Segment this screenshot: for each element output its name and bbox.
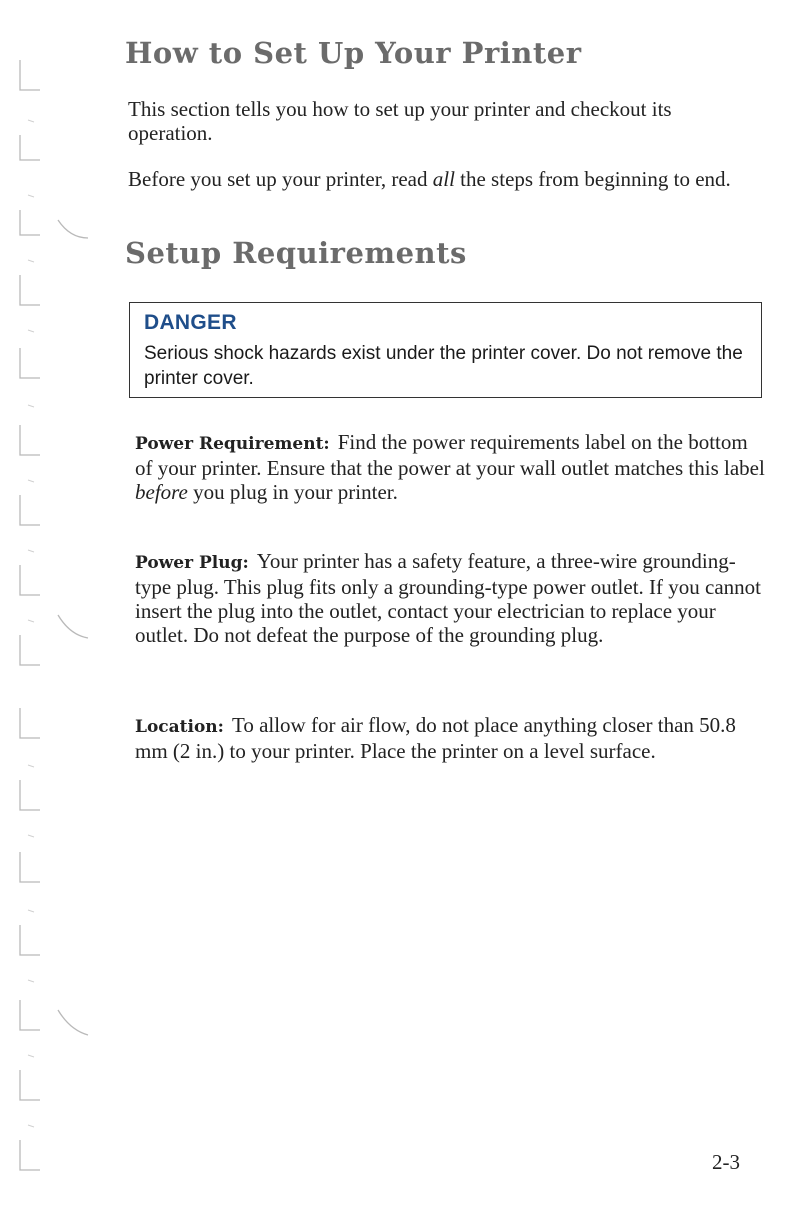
danger-text: Serious shock hazards exist under the printer cover. Do not remove the printer cover. <box>144 343 743 389</box>
page-number: 2-3 <box>712 1150 740 1174</box>
requirement-label: Location: <box>135 717 224 737</box>
requirement-label: Power Requirement: <box>135 434 330 454</box>
emphasis-before: before <box>135 480 188 504</box>
section-heading-setup-requirements: Setup Requirements <box>125 236 467 270</box>
requirement-text: To allow for air flow, do not place anything closer than 50.8 mm (2 in.) to your printer. Place the printer on a level surface. <box>135 713 736 763</box>
requirement-text-end: you plug in your printer. <box>187 480 398 504</box>
danger-notice-box <box>129 302 762 398</box>
requirement-location <box>135 713 765 763</box>
binding-margin-marks <box>18 60 98 1180</box>
requirement-power-plug <box>135 549 765 647</box>
emphasis-all: all <box>432 167 455 191</box>
instruction-paragraph <box>128 167 748 191</box>
requirement-text: Your printer has a safety feature, a three-wire grounding-type plug. This plug fits only a grounding-type power outlet. If you cannot insert the plug into the outlet, contact your electrician to replace your outlet. Do not defeat the purpose of the grounding plug. <box>135 549 762 647</box>
requirement-text: Find the power requirements label on the bottom of your printer. Ensure that the power at your wall outlet matches this label <box>135 430 765 480</box>
requirement-power <box>135 430 765 504</box>
requirement-label: Power Plug: <box>135 553 249 573</box>
instruction-text: Before you set up your printer, read <box>128 167 433 191</box>
danger-title: DANGER <box>144 311 237 334</box>
page-title: How to Set Up Your Printer <box>125 36 582 70</box>
instruction-text-end: the steps from beginning to end. <box>454 167 731 191</box>
intro-paragraph: This section tells you how to set up your printer and checkout its operation. <box>128 97 672 145</box>
binding-marks-graphic <box>18 60 98 1180</box>
